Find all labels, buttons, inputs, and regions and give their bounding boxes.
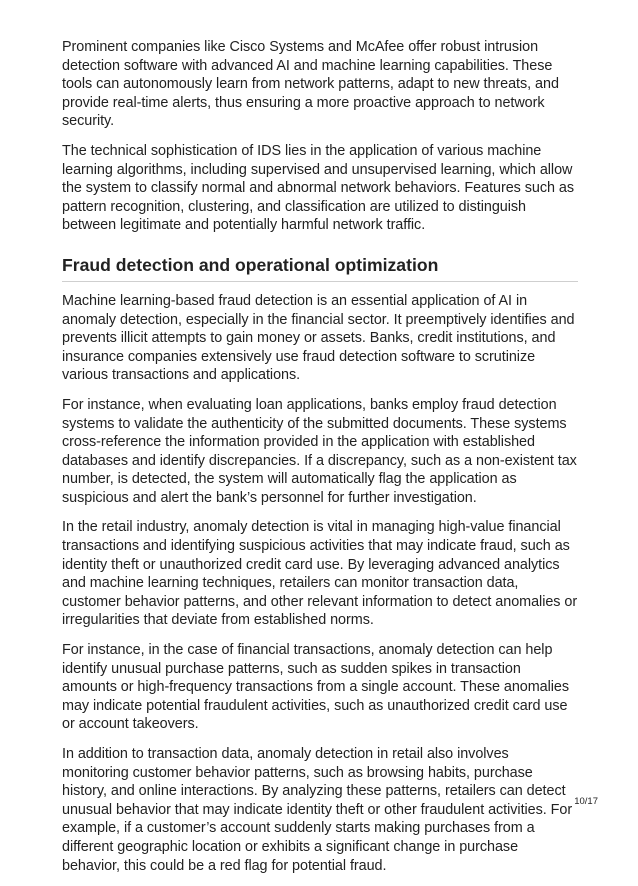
heading-divider bbox=[62, 281, 578, 282]
paragraph-fraud-detection-intro: Machine learning-based fraud detection is an essential application of AI in anomaly detection, especially in the financial sector. It preemptively identifies and prevents illicit attempts to gain money or assets. Banks, credit institutions, and insurance companies extensively use fraud detection software to scrutinize various transactions and applications. bbox=[62, 292, 575, 384]
page-number: 10/17 bbox=[574, 796, 598, 807]
paragraph-retail-industry: In the retail industry, anomaly detection is vital in managing high-value financial transactions and identifying suspicious activities that may indicate fraud, such as identity theft or unauthorized credit card use. By leveraging advanced analytics and machine learning techniques, retailers can monitor transaction data, customer behavior patterns, and other relevant information to detect anomalies or irregularities that deviate from established norms. bbox=[62, 519, 578, 629]
paragraph-ids-technical: The technical sophistication of IDS lies in the application of various machine learning algorithms, including supervised and unsupervised learning, which allow the system to classify normal and abnormal network behaviors. Features such as pattern recognition, clustering, and classification are utilized to distinguish between legitimate and potentially harmful network traffic. bbox=[62, 142, 574, 234]
document-body bbox=[62, 38, 578, 886]
paragraph-financial-transactions: For instance, in the case of financial transactions, anomaly detection can help identify unusual purchase patterns, such as sudden spikes in transaction amounts or high-frequency transactions from a single account. These anomalies may indicate potential fraudulent activities, such as unauthorized credit card use or account takeovers. bbox=[62, 642, 570, 733]
paragraph-loan-applications: For instance, when evaluating loan applications, banks employ fraud detection systems to validate the authenticity of the submitted documents. These systems cross-reference the information provided in the application with established databases and identify discrepancies. If a discrepancy, such as a non-existent tax number, is detected, the system will automatically flag the application as suspicious and alert the bank’s personnel for further investigation. bbox=[62, 396, 577, 506]
section-heading: Fraud detection and operational optimization bbox=[62, 254, 439, 275]
paragraph-intrusion-detection-vendors: Prominent companies like Cisco Systems and McAfee offer robust intrusion detection software with advanced AI and machine learning capabilities. These tools can autonomously learn from network patterns, adapt to new threats, and provide real-time alerts, thus ensuring a more proactive approach to network security. bbox=[62, 39, 559, 130]
paragraph-customer-behavior: In addition to transaction data, anomaly detection in retail also involves monitoring customer behavior patterns, such as browsing habits, purchase history, and online interactions. By analyzing these patterns, retailers can detect unusual behavior that may indicate identity theft or other fraudulent activities. For example, if a customer’s account suddenly starts making purchases from a different geographic location or exhibits a significant change in purchase behavior, this could be a red flag for potential fraud. bbox=[62, 746, 573, 874]
